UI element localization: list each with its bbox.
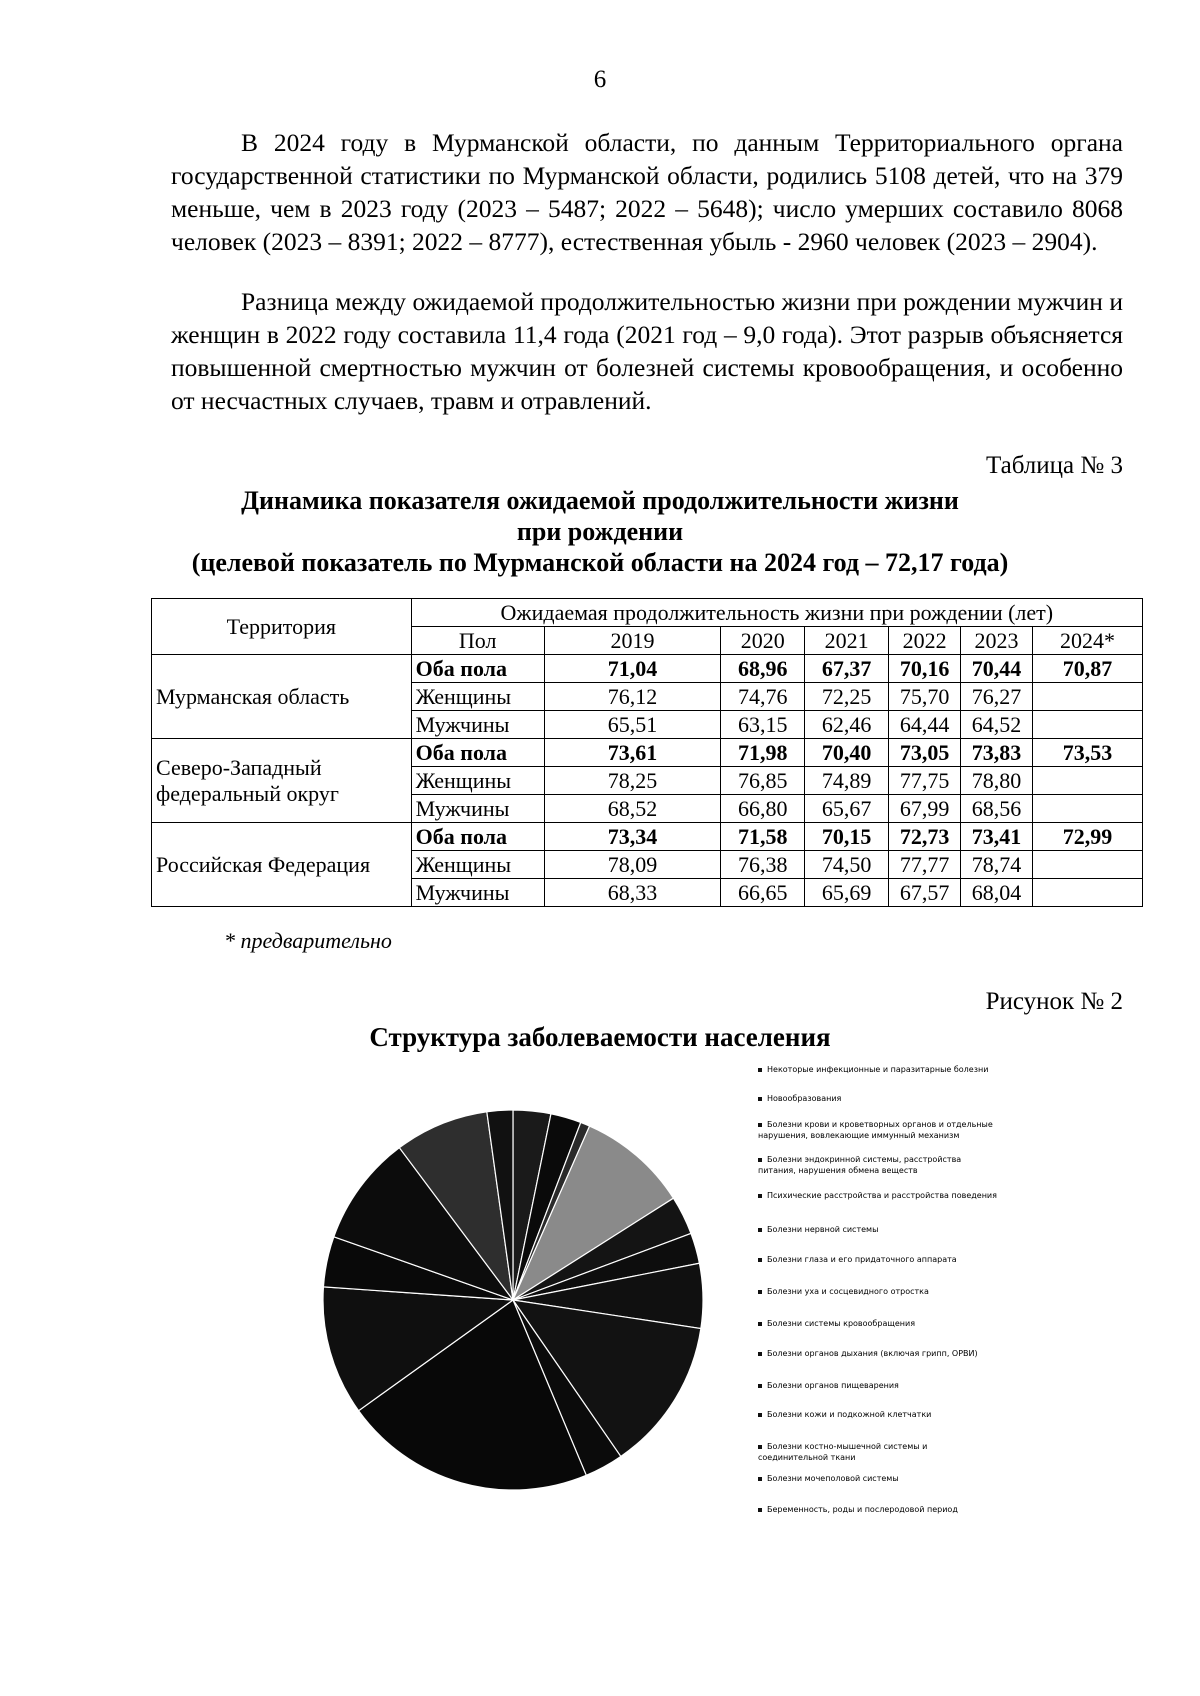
value-cell: 78,80 xyxy=(961,767,1033,795)
value-cell xyxy=(1033,795,1143,823)
header-year: 2020 xyxy=(721,627,805,655)
sex-cell: Женщины xyxy=(411,851,544,879)
value-cell: 76,38 xyxy=(721,851,805,879)
value-cell: 68,96 xyxy=(721,655,805,683)
header-sex: Пол xyxy=(411,627,544,655)
legend-item xyxy=(758,1504,998,1515)
value-cell: 74,76 xyxy=(721,683,805,711)
value-cell xyxy=(1033,851,1143,879)
legend-item xyxy=(758,1318,998,1329)
value-cell: 72,73 xyxy=(889,823,961,851)
value-cell: 73,34 xyxy=(544,823,721,851)
value-cell: 73,05 xyxy=(889,739,961,767)
legend-swatch xyxy=(758,1290,762,1294)
value-cell: 67,37 xyxy=(805,655,889,683)
legend-label: Болезни нервной системы xyxy=(767,1225,879,1234)
legend-label: Болезни уха и сосцевидного отростка xyxy=(767,1287,929,1296)
legend-item xyxy=(758,1064,998,1075)
value-cell: 67,57 xyxy=(889,879,961,907)
value-cell: 68,52 xyxy=(544,795,721,823)
legend-label: Новообразования xyxy=(767,1094,842,1103)
legend-label: Болезни костно-мышечной системы и соединительной ткани xyxy=(758,1442,928,1462)
value-cell xyxy=(1033,767,1143,795)
sex-cell: Оба пола xyxy=(411,823,544,851)
value-cell xyxy=(1033,711,1143,739)
legend-swatch xyxy=(758,1508,762,1512)
value-cell: 73,61 xyxy=(544,739,721,767)
legend-swatch xyxy=(758,1477,762,1481)
value-cell: 70,15 xyxy=(805,823,889,851)
value-cell: 76,12 xyxy=(544,683,721,711)
value-cell: 64,44 xyxy=(889,711,961,739)
table-row xyxy=(152,823,1143,851)
value-cell: 73,41 xyxy=(961,823,1033,851)
paragraph-birth-statistics: В 2024 году в Мурманской области, по данным Территориального органа государственной статистики по Мурманской области, родились 5108 детей, что на 379 меньше, чем в 2023 году (2023 – 5487; 2022 – 5648); число умерших составило 8068 человек (2023 – 8391; 2022 – 8777), естественная убыль - 2960 человек (2023 – 2904). xyxy=(171,128,1123,256)
value-cell: 70,87 xyxy=(1033,655,1143,683)
sex-cell: Женщины xyxy=(411,767,544,795)
table-title xyxy=(120,485,1080,578)
legend-item xyxy=(758,1409,998,1420)
legend-label: Болезни эндокринной системы, расстройства питания, нарушения обмена веществ xyxy=(758,1155,962,1175)
value-cell: 62,46 xyxy=(805,711,889,739)
value-cell: 77,77 xyxy=(889,851,961,879)
value-cell xyxy=(1033,879,1143,907)
sex-cell: Мужчины xyxy=(411,711,544,739)
value-cell: 66,65 xyxy=(721,879,805,907)
legend-item xyxy=(758,1380,998,1391)
value-cell: 66,80 xyxy=(721,795,805,823)
legend-item xyxy=(758,1473,998,1484)
sex-cell: Мужчины xyxy=(411,879,544,907)
legend-label: Беременность, роды и послеродовой период xyxy=(767,1505,958,1514)
legend-item xyxy=(758,1224,998,1235)
value-cell: 71,98 xyxy=(721,739,805,767)
legend-swatch xyxy=(758,1228,762,1232)
value-cell: 74,50 xyxy=(805,851,889,879)
legend-swatch xyxy=(758,1158,762,1162)
chart-title: Структура заболеваемости населения xyxy=(369,1022,831,1052)
value-cell: 70,16 xyxy=(889,655,961,683)
territory-cell: Северо-Западный федеральный округ xyxy=(152,739,412,823)
legend-label: Болезни органов дыхания (включая грипп, ОРВИ) xyxy=(767,1349,978,1358)
value-cell: 65,67 xyxy=(805,795,889,823)
morbidity-pie-chart xyxy=(318,1105,708,1495)
sex-cell: Мужчины xyxy=(411,795,544,823)
value-cell: 72,99 xyxy=(1033,823,1143,851)
legend-label: Болезни органов пищеварения xyxy=(767,1381,899,1390)
header-year: 2019 xyxy=(544,627,721,655)
table-title-line: Динамика показателя ожидаемой продолжительности жизни xyxy=(241,486,959,515)
value-cell: 73,53 xyxy=(1033,739,1143,767)
header-group: Ожидаемая продолжительность жизни при рождении (лет) xyxy=(411,599,1142,627)
legend-item xyxy=(758,1154,998,1176)
value-cell xyxy=(1033,683,1143,711)
header-year: 2021 xyxy=(805,627,889,655)
value-cell: 70,44 xyxy=(961,655,1033,683)
legend-item xyxy=(758,1119,998,1141)
value-cell: 64,52 xyxy=(961,711,1033,739)
value-cell: 73,83 xyxy=(961,739,1033,767)
legend-swatch xyxy=(758,1123,762,1127)
table-label: Таблица № 3 xyxy=(985,452,1123,479)
legend-item xyxy=(758,1441,998,1463)
legend-item xyxy=(758,1190,998,1201)
header-year: 2022 xyxy=(889,627,961,655)
header-year: 2024* xyxy=(1033,627,1143,655)
table-footnote: * предварительно xyxy=(224,928,392,953)
legend-swatch xyxy=(758,1258,762,1262)
value-cell: 67,99 xyxy=(889,795,961,823)
legend-label: Болезни системы кровообращения xyxy=(767,1319,916,1328)
legend-swatch xyxy=(758,1384,762,1388)
sex-cell: Оба пола xyxy=(411,655,544,683)
legend-swatch xyxy=(758,1322,762,1326)
table-title-line: при рождении xyxy=(516,517,684,546)
value-cell: 71,58 xyxy=(721,823,805,851)
legend-swatch xyxy=(758,1068,762,1072)
value-cell: 68,04 xyxy=(961,879,1033,907)
legend-swatch xyxy=(758,1445,762,1449)
value-cell: 75,70 xyxy=(889,683,961,711)
sex-cell: Женщины xyxy=(411,683,544,711)
paragraph-life-expectancy-gap: Разница между ожидаемой продолжительностью жизни при рождении мужчин и женщин в 2022 году составила 11,4 года (2021 год – 9,0 года). Этот разрыв объясняется повышенной смертностью мужчин от болезней системы кровообращения, и особенно от несчастных случаев, травм и отравлений. xyxy=(171,287,1123,415)
legend-label: Некоторые инфекционные и паразитарные болезни xyxy=(767,1065,989,1074)
table-row xyxy=(152,655,1143,683)
legend-label: Болезни глаза и его придаточного аппарата xyxy=(767,1255,957,1264)
table-row xyxy=(152,739,1143,767)
table-title-line: (целевой показатель по Мурманской области на 2024 год – 72,17 года) xyxy=(191,548,1009,577)
legend-swatch xyxy=(758,1194,762,1198)
value-cell: 74,89 xyxy=(805,767,889,795)
legend-item xyxy=(758,1286,998,1297)
value-cell: 68,56 xyxy=(961,795,1033,823)
value-cell: 68,33 xyxy=(544,879,721,907)
value-cell: 65,69 xyxy=(805,879,889,907)
legend-item xyxy=(758,1254,998,1265)
life-expectancy-table xyxy=(151,598,1143,907)
sex-cell: Оба пола xyxy=(411,739,544,767)
territory-cell: Мурманская область xyxy=(152,655,412,739)
legend-swatch xyxy=(758,1413,762,1417)
value-cell: 76,27 xyxy=(961,683,1033,711)
value-cell: 71,04 xyxy=(544,655,721,683)
legend-label: Психические расстройства и расстройства поведения xyxy=(767,1191,997,1200)
value-cell: 78,74 xyxy=(961,851,1033,879)
legend-label: Болезни кожи и подкожной клетчатки xyxy=(767,1410,932,1419)
value-cell: 76,85 xyxy=(721,767,805,795)
value-cell: 63,15 xyxy=(721,711,805,739)
value-cell: 78,09 xyxy=(544,851,721,879)
legend-label: Болезни мочеполовой системы xyxy=(767,1474,899,1483)
legend-item xyxy=(758,1093,998,1104)
legend-swatch xyxy=(758,1097,762,1101)
value-cell: 77,75 xyxy=(889,767,961,795)
value-cell: 70,40 xyxy=(805,739,889,767)
territory-cell: Российская Федерация xyxy=(152,823,412,907)
page-number: 6 xyxy=(593,66,607,93)
value-cell: 78,25 xyxy=(544,767,721,795)
legend-swatch xyxy=(758,1352,762,1356)
figure-label: Рисунок № 2 xyxy=(985,988,1123,1015)
value-cell: 72,25 xyxy=(805,683,889,711)
header-territory: Территория xyxy=(152,599,412,655)
legend-item xyxy=(758,1348,998,1359)
table-body xyxy=(152,655,1143,907)
legend-label: Болезни крови и кроветворных органов и отдельные нарушения, вовлекающие иммунный механизм xyxy=(758,1120,993,1140)
value-cell: 65,51 xyxy=(544,711,721,739)
header-year: 2023 xyxy=(961,627,1033,655)
